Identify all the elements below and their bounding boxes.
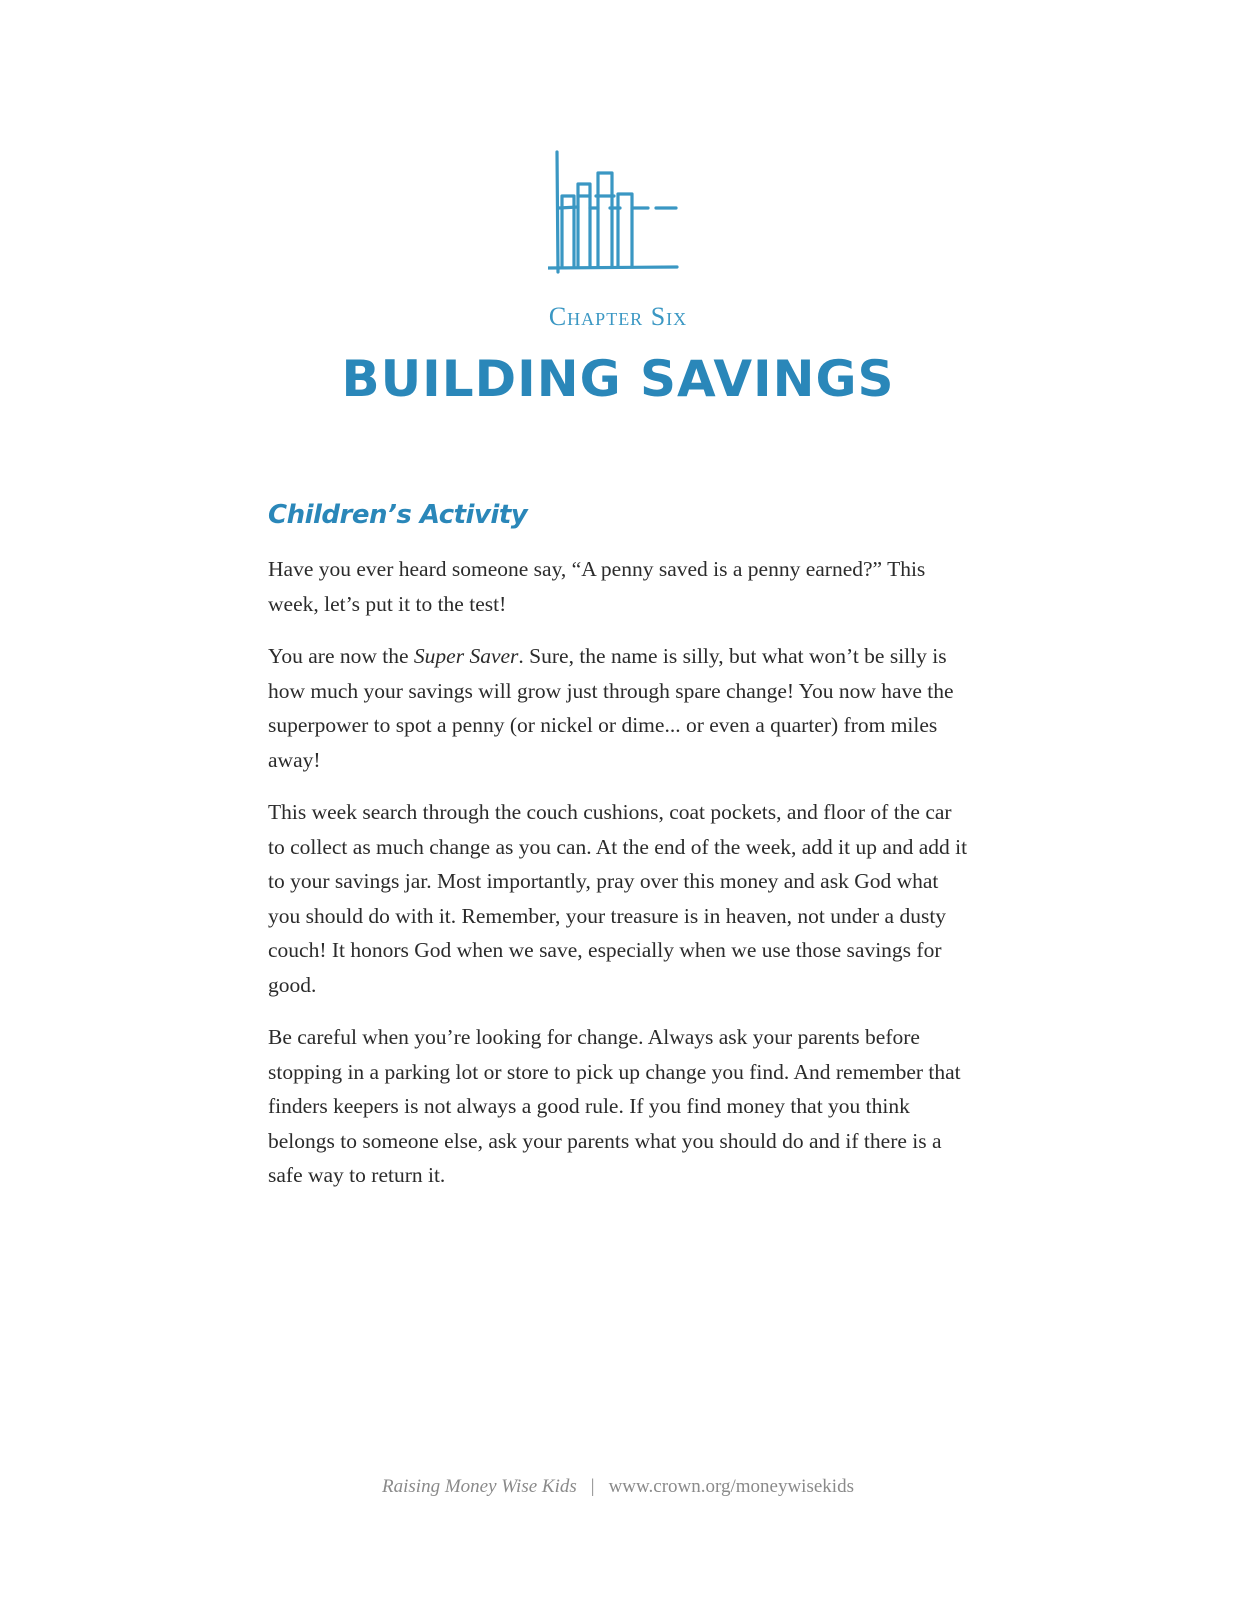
footer-separator: |	[590, 1476, 595, 1497]
paragraph-3: This week search through the couch cushions, coat pockets, and floor of the car to collect as much change as you can. At the end of the week, add it up and add it to your savings jar. Most importantly, pray over this money and ask God what you should do with it. Remember, your treasure is in heaven, not under a dusty couch! It honors God when we save, especially when we use those savings for good.	[268, 800, 968, 997]
section-heading: Children’s Activity	[268, 500, 528, 530]
chapter-title: BUILDING SAVINGS	[341, 350, 895, 408]
chapter-label: Chapter Six	[548, 302, 688, 331]
footer-url: www.crown.org/moneywisekids	[608, 1476, 854, 1497]
paragraph-1: Have you ever heard someone say, “A penny saved is a penny earned?” This week, let’s put it to the test!	[268, 557, 926, 616]
paragraph-4: Be careful when you’re looking for change. Always ask your parents before stopping in a parking lot or store to pick up change you find. And remember that finders keepers is not always a good rule. If you find money that you think belongs to someone else, ask your parents what you should do and if there is a safe way to return it.	[268, 1025, 961, 1187]
super-saver-emphasis: Super Saver	[413, 644, 519, 668]
paragraph-2-end: . Sure, the name is silly, but what won’t be silly is how much your savings will grow just through spare change! You now have the superpower to spot a penny (or nickel or dime... or even a quarter) from miles away!	[268, 644, 954, 772]
footer-book-title: Raising Money Wise Kids	[382, 1476, 577, 1497]
bar-chart-icon	[548, 148, 686, 276]
paragraph-2	[268, 639, 973, 777]
paragraph-2-start: You are now the	[268, 644, 414, 668]
page-footer	[0, 1476, 1236, 1498]
activity-section	[268, 500, 973, 1211]
